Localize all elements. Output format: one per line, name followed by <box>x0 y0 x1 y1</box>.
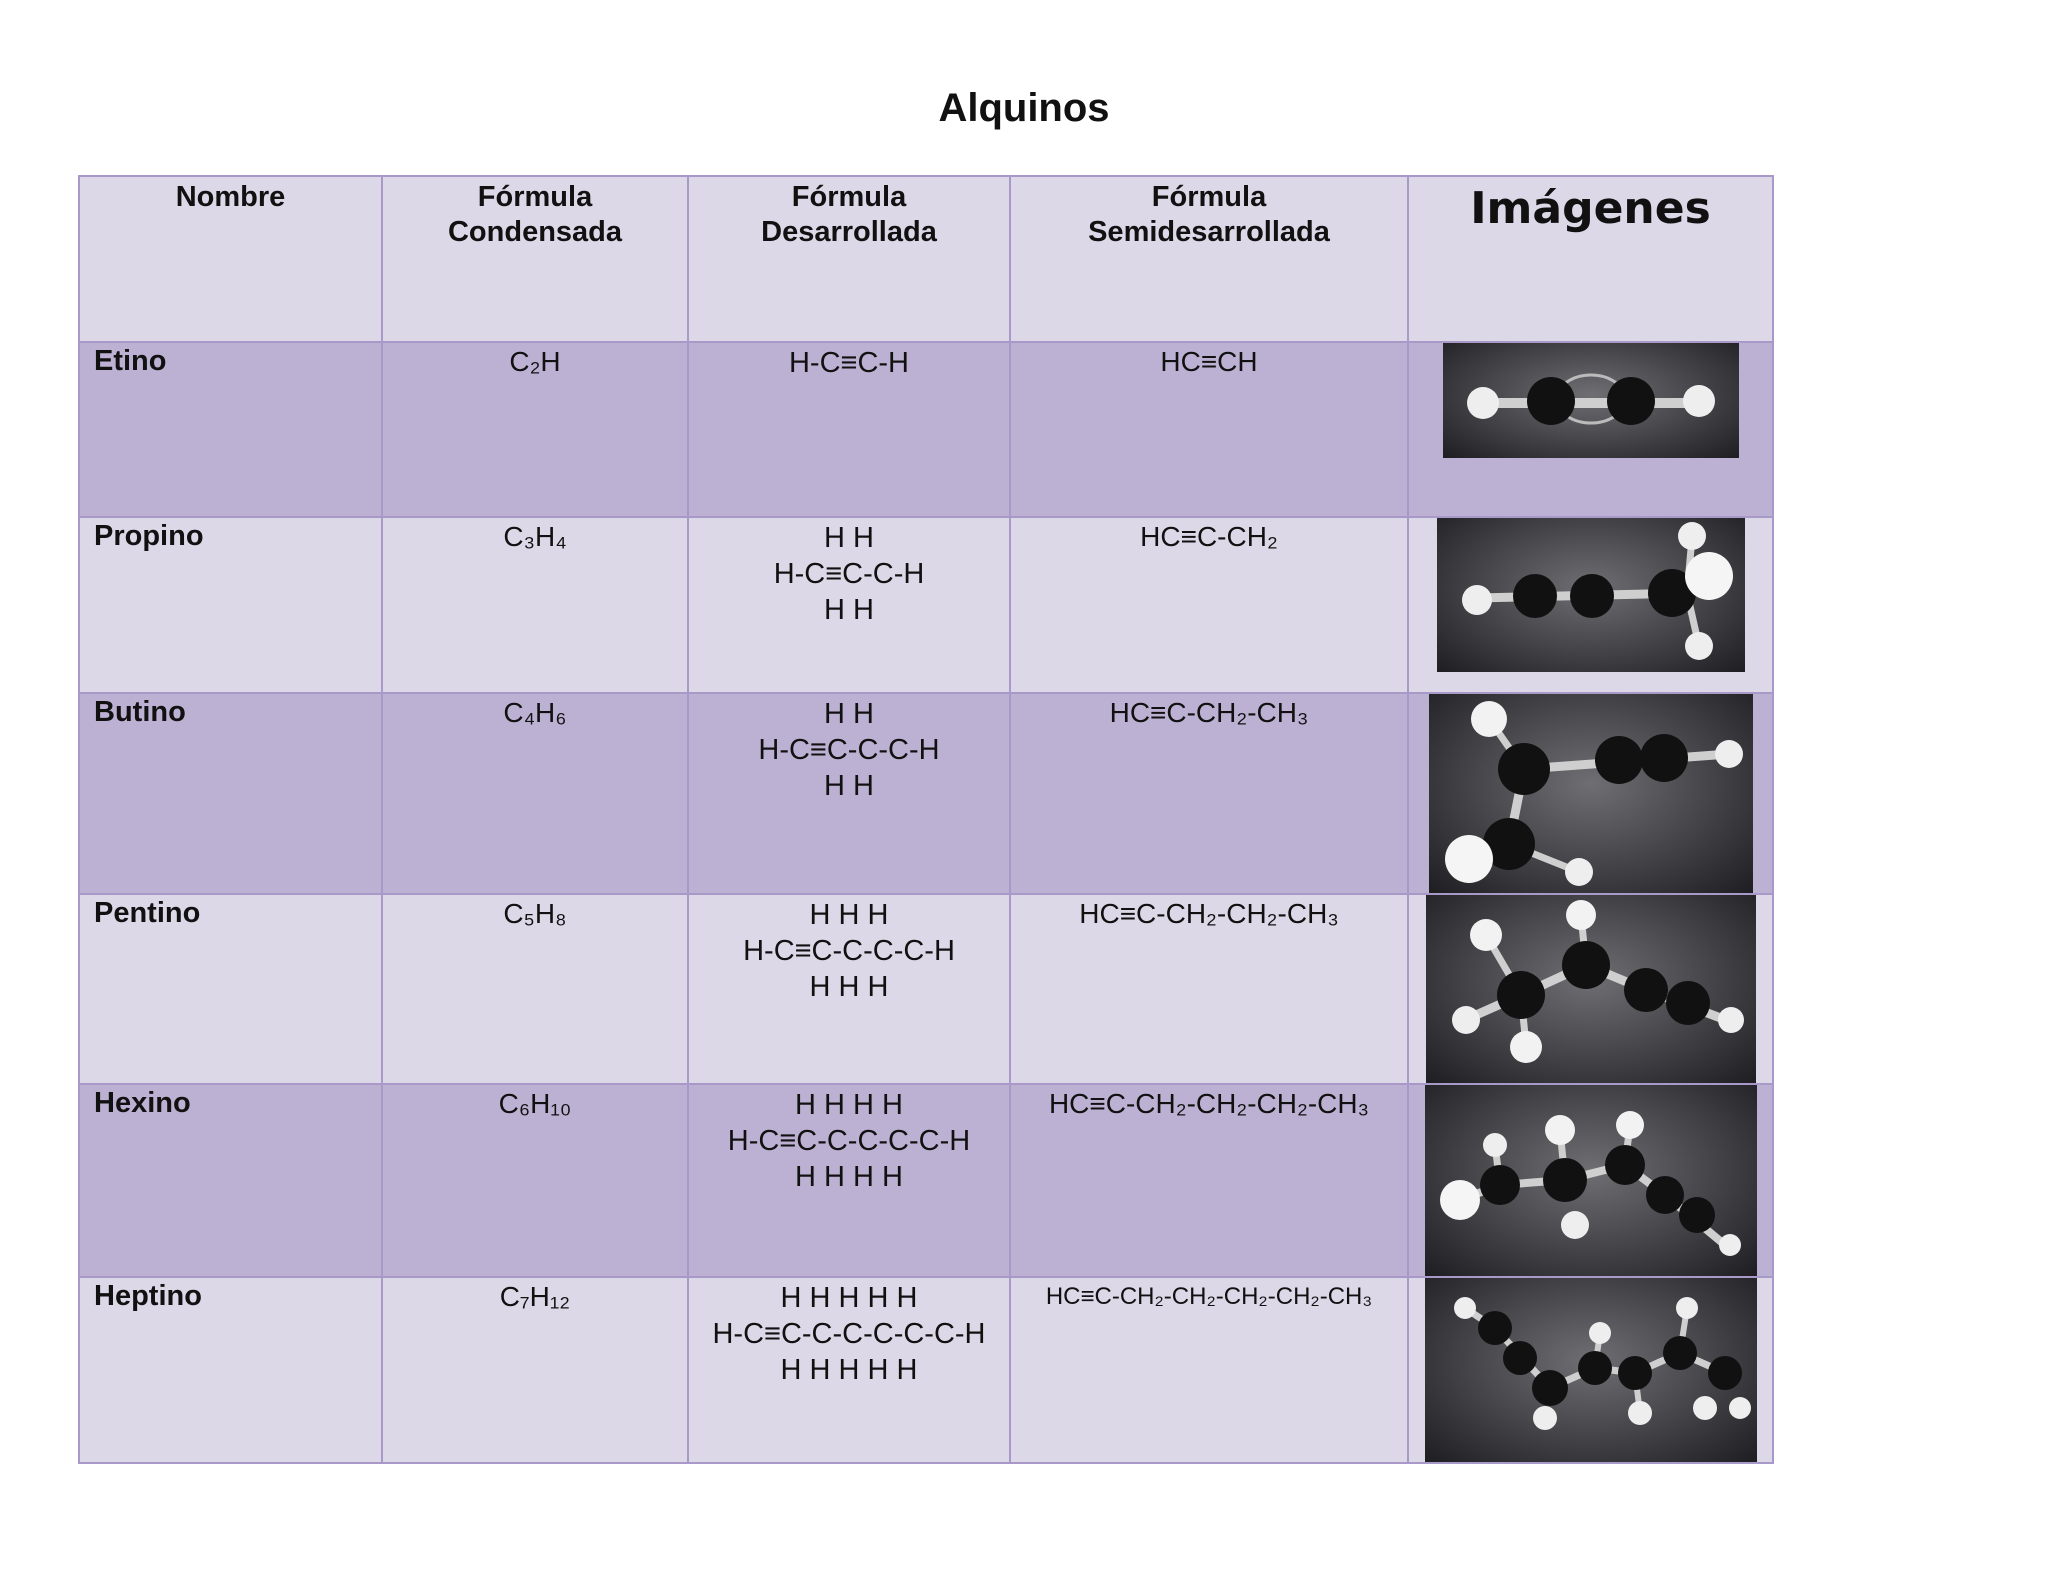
developed-formula: H H H H H H-C≡C-C-C-C-C-C-H H H H H H <box>688 1277 1010 1463</box>
table-row <box>79 342 1773 517</box>
table-row <box>79 1084 1773 1277</box>
image-cell <box>1408 1084 1773 1277</box>
image-cell <box>1408 1277 1773 1463</box>
semi-developed-formula: HC≡C-CH₂-CH₂-CH₂-CH₃ <box>1010 1084 1408 1277</box>
image-cell <box>1408 342 1773 517</box>
image-cell <box>1408 517 1773 693</box>
condensed-formula: C₃H₄ <box>382 517 688 693</box>
molecule-model-icon <box>1426 895 1756 1083</box>
condensed-formula: C₇H₁₂ <box>382 1277 688 1463</box>
semi-developed-formula: HC≡C-CH₂-CH₃ <box>1010 693 1408 894</box>
developed-formula: H H H-C≡C-C-C-H H H <box>688 693 1010 894</box>
condensed-formula: C₄H₆ <box>382 693 688 894</box>
header-label: Fórmula Condensada <box>447 181 623 248</box>
semi-developed-formula: HC≡C-CH₂-CH₂-CH₂-CH₂-CH₃ <box>1010 1277 1408 1463</box>
molecule-model-icon <box>1429 694 1753 893</box>
alkynes-table <box>78 175 1774 1464</box>
developed-formula: H H H H H-C≡C-C-C-C-C-H H H H H <box>688 1084 1010 1277</box>
condensed-formula: C₂H <box>382 342 688 517</box>
developed-formula: H H H-C≡C-C-H H H <box>688 517 1010 693</box>
image-cell <box>1408 693 1773 894</box>
developed-formula: H-C≡C-H <box>688 342 1010 517</box>
compound-name: Etino <box>79 342 382 517</box>
molecule-model-icon <box>1425 1085 1757 1276</box>
molecule-photo <box>1425 1085 1757 1276</box>
page-title: Alquinos <box>938 86 1110 130</box>
table-row <box>79 517 1773 693</box>
header-imagenes: Imágenes <box>1408 176 1773 342</box>
molecule-photo <box>1443 343 1739 458</box>
molecule-model-icon <box>1425 1278 1757 1462</box>
compound-name: Butino <box>79 693 382 894</box>
molecule-photo <box>1437 518 1745 672</box>
molecule-model-icon <box>1443 343 1739 458</box>
compound-name: Pentino <box>79 894 382 1084</box>
header-formula-semidesarrollada <box>1010 176 1408 342</box>
table-header-row <box>79 176 1773 342</box>
table-row <box>79 894 1773 1084</box>
compound-name: Heptino <box>79 1277 382 1463</box>
molecule-photo <box>1425 1278 1757 1462</box>
molecule-photo <box>1426 895 1756 1083</box>
condensed-formula: C₆H₁₀ <box>382 1084 688 1277</box>
header-label: Fórmula Semidesarrollada <box>1088 181 1330 248</box>
table-row <box>79 1277 1773 1463</box>
semi-developed-formula: HC≡C-CH₂ <box>1010 517 1408 693</box>
table-row <box>79 693 1773 894</box>
header-label: Fórmula Desarrollada <box>761 181 937 248</box>
compound-name: Hexino <box>79 1084 382 1277</box>
semi-developed-formula: HC≡C-CH₂-CH₂-CH₃ <box>1010 894 1408 1084</box>
header-formula-desarrollada <box>688 176 1010 342</box>
compound-name: Propino <box>79 517 382 693</box>
header-nombre: Nombre <box>79 176 382 342</box>
molecule-model-icon <box>1437 518 1745 672</box>
header-formula-condensada <box>382 176 688 342</box>
image-cell <box>1408 894 1773 1084</box>
molecule-photo <box>1429 694 1753 893</box>
semi-developed-formula: HC≡CH <box>1010 342 1408 517</box>
condensed-formula: C₅H₈ <box>382 894 688 1084</box>
developed-formula: H H H H-C≡C-C-C-C-H H H H <box>688 894 1010 1084</box>
